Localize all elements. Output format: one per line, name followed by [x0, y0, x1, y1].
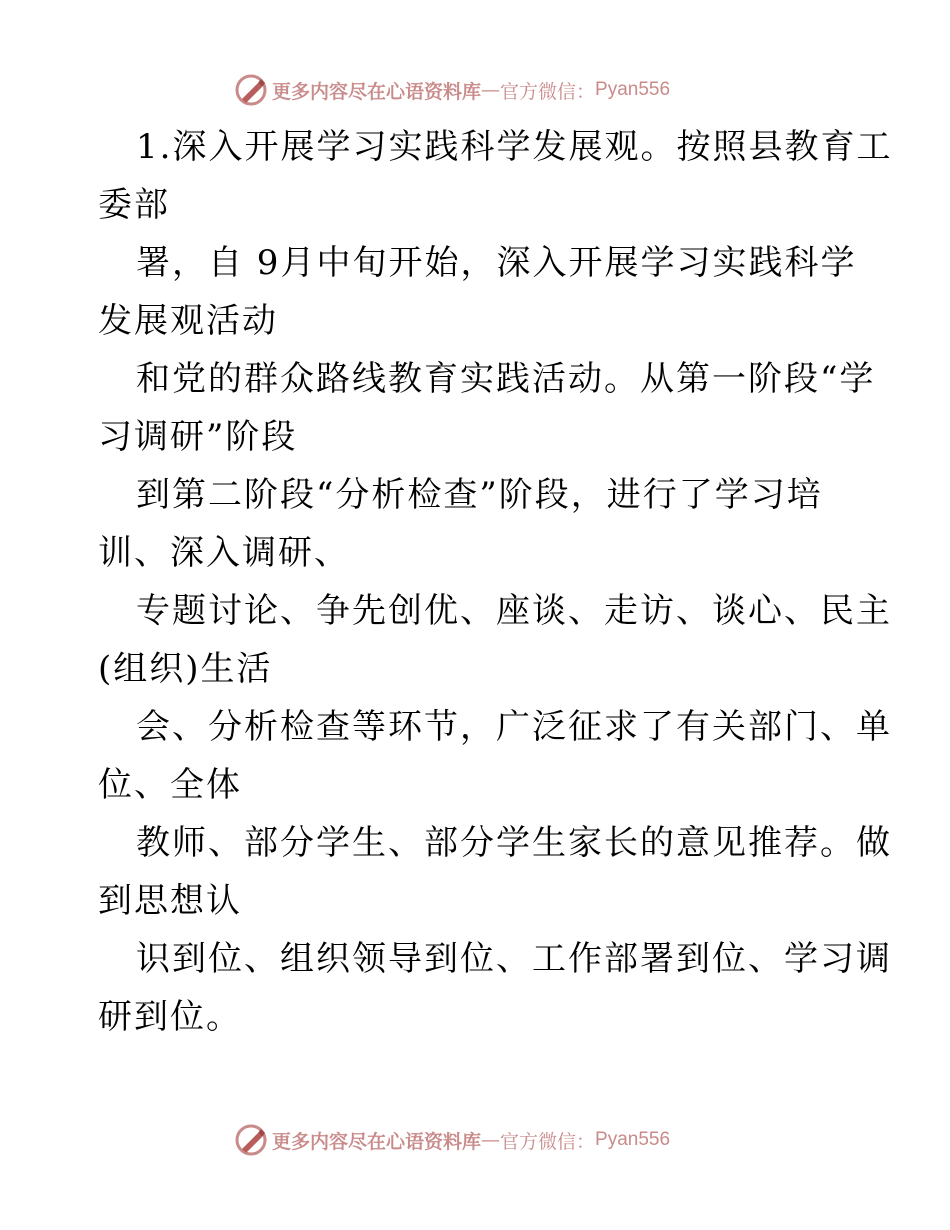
- paragraph-1: [98, 118, 893, 234]
- paragraph-line: 署，自 9月中旬开始，深入开展学习实践科学: [136, 243, 857, 283]
- paragraph-6: [98, 698, 892, 814]
- paragraph-line: 训、深入调研、: [98, 533, 350, 573]
- pen-logo-icon: [234, 1123, 268, 1157]
- paragraph-line: 1.深入开展学习实践科学发展观。按照县教育工: [136, 127, 893, 167]
- watermark-separator: —: [481, 79, 501, 101]
- watermark-sub-text: 官方微信：: [500, 80, 596, 103]
- paragraph-line: 到第二阶段“分析检查”阶段，进行了学习培: [136, 475, 823, 515]
- paragraph-line: 到思想认: [98, 881, 242, 921]
- paragraph-line: 委部: [98, 185, 170, 225]
- paragraph-line: 会、分析检查等环节，广泛征求了有关部门、单: [136, 707, 892, 747]
- paragraph-7: [98, 814, 892, 930]
- watermark-main-text: 更多内容尽在心语资料库: [272, 1130, 482, 1153]
- watermark-id: Pyan556: [595, 1129, 671, 1150]
- paragraph-line: 研到位。: [98, 997, 242, 1037]
- document-body: [98, 118, 893, 1046]
- paragraph-line: 识到位、组织领导到位、工作部署到位、学习调: [136, 939, 892, 979]
- paragraph-line: 专题讨论、争先创优、座谈、走访、谈心、民主: [136, 591, 892, 631]
- paragraph-4: [98, 466, 858, 582]
- footer-watermark: [234, 1122, 670, 1158]
- paragraph-line: 教师、部分学生、部分学生家长的意见推荐。做: [136, 823, 892, 863]
- paragraph-2: [98, 234, 858, 350]
- watermark-id: Pyan556: [595, 79, 671, 100]
- paragraph-line: 和党的群众路线教育实践活动。从第一阶段“学: [136, 359, 876, 399]
- watermark-sub-text: 官方微信：: [500, 1130, 596, 1153]
- paragraph-8: [98, 930, 892, 1046]
- header-watermark: [234, 72, 670, 108]
- paragraph-3: [98, 350, 876, 466]
- paragraph-line: 发展观活动: [98, 301, 278, 341]
- paragraph-line: 习调研”阶段: [98, 417, 298, 457]
- paragraph-line: (组织)生活: [98, 649, 273, 689]
- watermark-separator: —: [481, 1129, 501, 1151]
- pen-logo-icon: [234, 73, 268, 107]
- paragraph-5: [98, 582, 892, 698]
- paragraph-line: 位、全体: [98, 765, 242, 805]
- watermark-main-text: 更多内容尽在心语资料库: [272, 80, 482, 103]
